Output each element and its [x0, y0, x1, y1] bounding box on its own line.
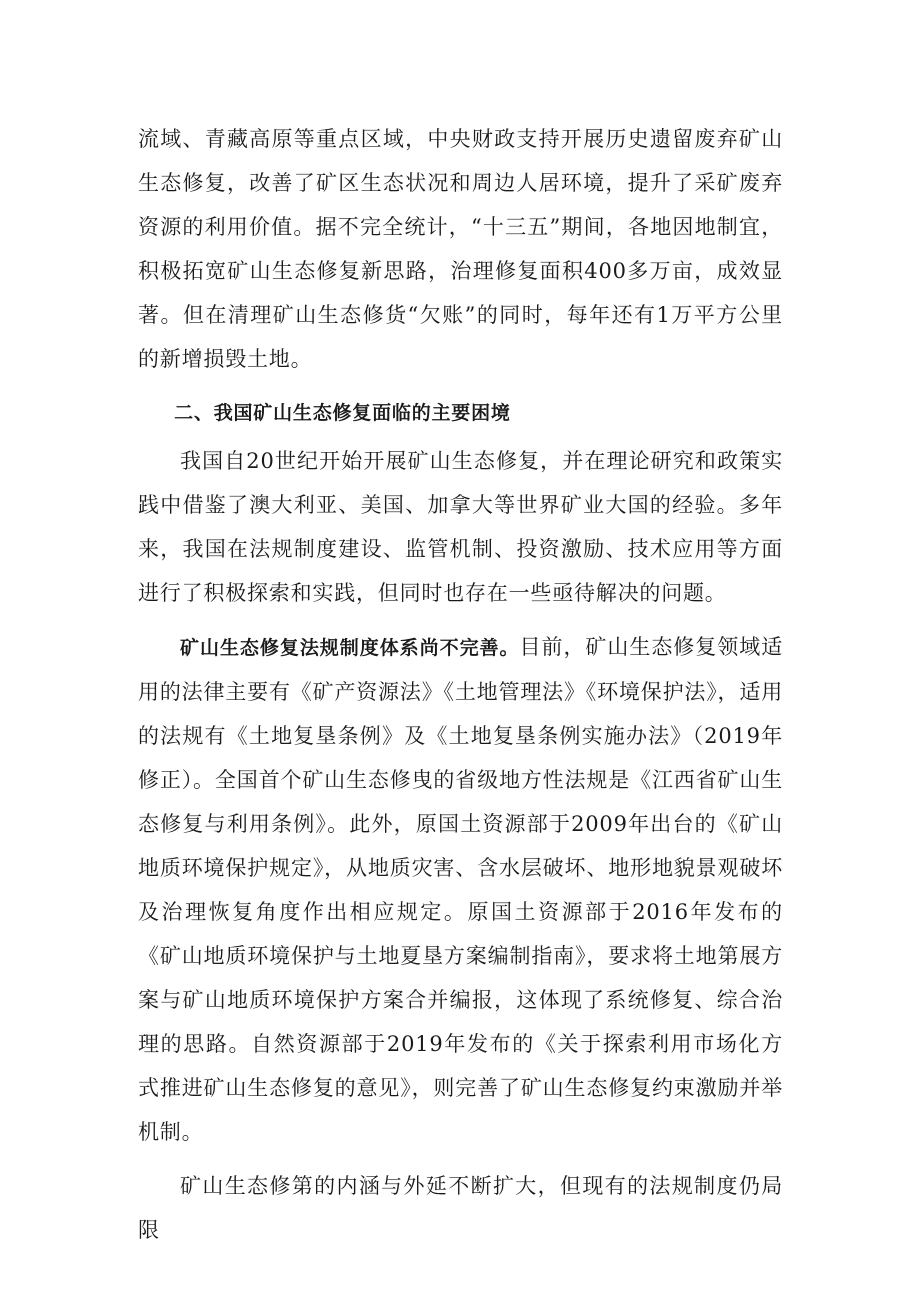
document-body: [138, 117, 783, 1252]
paragraph-lead-bold: 矿山生态修复法规制度体系尚不完善。: [180, 637, 520, 659]
paragraph-body: 目前，矿山生态修复领域适用的法律主要有《矿产资源法》《土地管理法》《环境保护法》，适用的法规有《土地复垦条例》及《土地复垦条例实施办法》（2019年修正）。全国首个矿山生态修曳的省级地方性法规是《江西省矿山生态修复与利用条例》。此外，原国土资源部于2009年出台的《矿山地质环境保护规定》，从地质灾害、含水层破坏、地形地貌景观破坏及治理恢复角度作出相应规定。原国土资源部于2016年发布的《矿山地质环境保护与土地夏垦方案编制指南》，要求将土地第展方案与矿山地质环境保护方案合并编报，这体现了系统修复、综合治理的思路。自然资源部于2019年发布的《关于探索利用市场化方式推进矿山生态修复的意见》，则完善了矿山生态修复约束激励并举机制。: [138, 635, 783, 1144]
paragraph-continuation: 流域、青藏高原等重点区域，中央财政支持开展历史遗留废弃矿山生态修复，改善了矿区生态状况和周边人居环境，提升了采矿废弃资源的利用价值。据不完全统计，“十三五”期间，各地因地制宜，积极拓宽矿山生态修复新思路，治理修复面积400多万亩，成效显著。但在清理矿山生态修货“欠账”的同时，每年还有1万平方公里的新增损毁土地。: [138, 127, 783, 371]
section-heading: 二、我国矿山生态修复面临的主要困境: [174, 402, 511, 424]
paragraph-trailing: 矿山生态修第的内涵与外延不断扩大，但现有的法规制度仍局限: [138, 1174, 783, 1242]
paragraph-intro: 我国自20世纪开始开展矿山生态修复，并在理论研究和政策实践中借鉴了澳大利亚、美国、加拿大等世界矿业大国的经验。多年来，我国在法规制度建设、监管机制、投资激励、技术应用等方面进行了积极探索和实践，但同时也存在一些亟待解决的问题。: [138, 449, 783, 605]
paragraph-legal-framework: [138, 625, 783, 1154]
